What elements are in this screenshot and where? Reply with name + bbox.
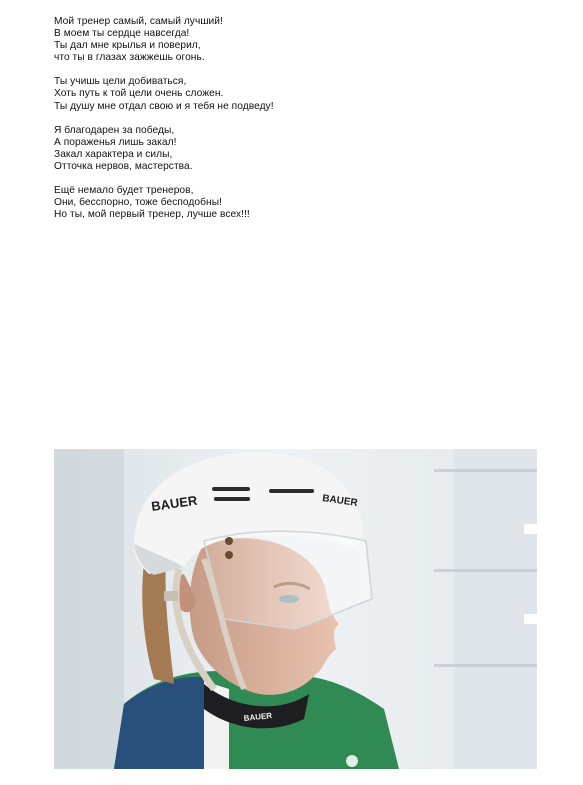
rink-glass-right — [454, 449, 537, 769]
helmet-brand-front: BAUER — [150, 492, 199, 514]
poem-line: Мой тренер самый, самый лучший! — [54, 16, 223, 27]
poem-line: Я благодарен за победы, — [54, 124, 175, 136]
poem-stanza-3 — [54, 125, 534, 173]
jersey-logo-icon — [346, 755, 358, 767]
poem-stanza-2 — [54, 76, 534, 112]
board-stripe — [434, 664, 537, 667]
poem-line: В моем ты сердце навсегда! — [54, 28, 190, 40]
light-strip — [524, 524, 537, 534]
board-stripe — [434, 569, 537, 572]
poem-line: Ты дал мне крылья и поверил, — [54, 40, 201, 52]
visor-screw-icon — [225, 551, 233, 559]
helmet-vent — [269, 489, 314, 493]
poem-line: Ещё немало будет тренеров, — [54, 185, 194, 197]
hockey-player-photo — [54, 449, 537, 769]
hockey-player-illustration — [54, 449, 537, 769]
light-strip — [524, 614, 537, 624]
poem-line: Хоть путь к той цели очень сложен. — [54, 88, 224, 100]
poem — [54, 16, 534, 233]
poem-line: А пораженья лишь закал! — [54, 136, 177, 148]
visor-screw-icon — [225, 537, 233, 545]
rink-glass-left — [54, 449, 124, 769]
helmet-vent — [214, 497, 250, 501]
board-stripe — [434, 469, 537, 472]
collar-brand: BAUER — [243, 711, 273, 723]
poem-line: Ты душу мне отдал свою и я тебя не подведу! — [54, 100, 274, 112]
poem-stanza-1 — [54, 16, 534, 64]
poem-line: Но ты, мой первый тренер, лучше всех!!! — [54, 209, 250, 221]
helmet-brand-side: BAUER — [321, 493, 359, 509]
poem-line: Они, бесспорно, тоже бесподобны! — [54, 197, 222, 209]
poem-stanza-4 — [54, 185, 534, 221]
strap-buckle-icon — [164, 591, 178, 601]
helmet-vent — [212, 487, 250, 491]
poem-line: Ты учишь цели добиваться, — [54, 76, 187, 88]
poem-line: Закал характера и силы, — [54, 148, 173, 160]
poem-line: что ты в глазах зажжешь огонь. — [54, 52, 205, 64]
poem-line: Отточка нервов, мастерства. — [54, 160, 193, 172]
